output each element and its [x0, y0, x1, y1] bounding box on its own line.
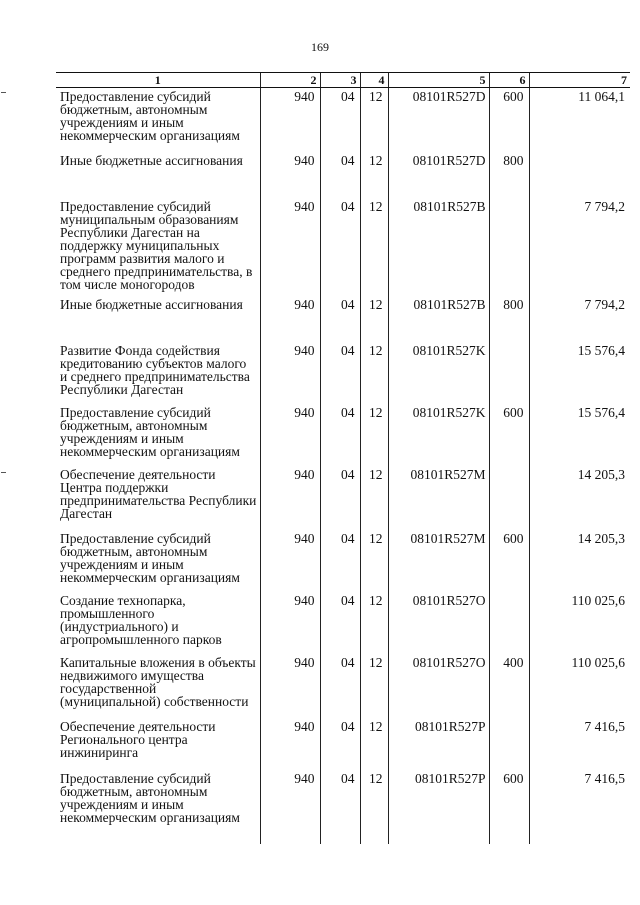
row-name: Иные бюджетные ассигнования	[60, 152, 243, 168]
row-expense-type: 800	[489, 296, 529, 342]
row-amount: 7 416,5	[529, 718, 630, 770]
row-amount: 15 576,4	[529, 404, 630, 466]
row-ved-code: 940	[260, 198, 320, 296]
table-row	[56, 198, 630, 296]
row-expense-type: 600	[489, 88, 529, 152]
row-target-code: 08101R527K	[388, 404, 489, 466]
col-header-4: 4	[360, 73, 388, 88]
row-section-code: 04	[320, 466, 360, 530]
row-amount: 7 794,2	[529, 296, 630, 342]
row-name: Предоставление субсидий бюджетным, автономным учреждениям и иным некоммерческим организациям	[60, 530, 240, 585]
row-section-code: 04	[320, 198, 360, 296]
row-ved-code: 940	[260, 466, 320, 530]
col-header-5: 5	[388, 73, 489, 88]
row-subsection-code: 12	[360, 654, 388, 718]
row-amount: 14 205,3	[529, 466, 630, 530]
row-subsection-code: 12	[360, 88, 388, 152]
row-amount: 11 064,1	[529, 88, 630, 152]
row-name: Предоставление субсидий бюджетным, автономным учреждениям и иным некоммерческим организациям	[60, 404, 240, 459]
table-row	[56, 152, 630, 198]
col-header-7: 7	[529, 73, 630, 88]
row-amount: 7 416,5	[529, 770, 630, 844]
row-target-code: 08101R527D	[388, 152, 489, 198]
margin-tick	[1, 92, 6, 93]
row-name: Обеспечение деятельности Регионального центра инжиниринга	[60, 718, 216, 760]
page-number: 169	[311, 40, 329, 54]
budget-table	[56, 72, 630, 844]
row-subsection-code: 12	[360, 530, 388, 592]
row-subsection-code: 12	[360, 342, 388, 404]
row-section-code: 04	[320, 530, 360, 592]
row-subsection-code: 12	[360, 404, 388, 466]
row-expense-type: 600	[489, 404, 529, 466]
row-amount: 110 025,6	[529, 592, 630, 654]
row-ved-code: 940	[260, 592, 320, 654]
table-row	[56, 718, 630, 770]
row-expense-type	[489, 198, 529, 296]
left-margin	[0, 72, 1, 872]
row-name: Капитальные вложения в объекты недвижимого имущества государственной (муниципальной) собственности	[60, 654, 256, 709]
row-ved-code: 940	[260, 152, 320, 198]
row-subsection-code: 12	[360, 152, 388, 198]
table-row	[56, 466, 630, 530]
row-name: Иные бюджетные ассигнования	[60, 296, 243, 312]
row-target-code: 08101R527O	[388, 654, 489, 718]
table-row	[56, 404, 630, 466]
table-row	[56, 654, 630, 718]
row-amount: 15 576,4	[529, 342, 630, 404]
col-header-6: 6	[489, 73, 529, 88]
row-section-code: 04	[320, 770, 360, 844]
row-target-code: 08101R527B	[388, 296, 489, 342]
row-target-code: 08101R527M	[388, 530, 489, 592]
header-row	[56, 73, 630, 88]
col-header-1: 1	[56, 73, 260, 88]
table-row	[56, 770, 630, 844]
row-subsection-code: 12	[360, 718, 388, 770]
row-section-code: 04	[320, 654, 360, 718]
row-section-code: 04	[320, 296, 360, 342]
row-expense-type	[489, 592, 529, 654]
row-section-code: 04	[320, 88, 360, 152]
row-section-code: 04	[320, 404, 360, 466]
row-target-code: 08101R527O	[388, 592, 489, 654]
row-section-code: 04	[320, 152, 360, 198]
row-expense-type: 600	[489, 770, 529, 844]
row-name: Создание технопарка, промышленного (индустриального) и агропромышленного парков	[60, 592, 222, 647]
col-header-2: 2	[260, 73, 320, 88]
row-expense-type: 400	[489, 654, 529, 718]
row-expense-type: 800	[489, 152, 529, 198]
row-ved-code: 940	[260, 342, 320, 404]
row-name: Предоставление субсидий бюджетным, автономным учреждениям и иным некоммерческим организациям	[60, 89, 240, 143]
row-target-code: 08101R527P	[388, 718, 489, 770]
row-section-code: 04	[320, 342, 360, 404]
row-expense-type	[489, 466, 529, 530]
row-subsection-code: 12	[360, 198, 388, 296]
row-ved-code: 940	[260, 404, 320, 466]
table-row	[56, 88, 630, 152]
row-target-code: 08101R527M	[388, 466, 489, 530]
row-amount	[529, 152, 630, 198]
row-amount: 7 794,2	[529, 198, 630, 296]
row-target-code: 08101R527B	[388, 198, 489, 296]
table-row	[56, 342, 630, 404]
row-target-code: 08101R527K	[388, 342, 489, 404]
row-expense-type: 600	[489, 530, 529, 592]
row-target-code: 08101R527D	[388, 88, 489, 152]
row-name: Развитие Фонда содействия кредитованию субъектов малого и среднего предпринимательства Республики Дагестан	[60, 342, 250, 397]
row-name: Обеспечение деятельности Центра поддержки предпринимательства Республики Дагестан	[60, 466, 257, 521]
row-section-code: 04	[320, 592, 360, 654]
row-subsection-code: 12	[360, 466, 388, 530]
row-subsection-code: 12	[360, 592, 388, 654]
margin-tick	[1, 472, 6, 473]
col-header-3: 3	[320, 73, 360, 88]
row-ved-code: 940	[260, 654, 320, 718]
row-ved-code: 940	[260, 770, 320, 844]
row-subsection-code: 12	[360, 296, 388, 342]
table-row	[56, 530, 630, 592]
row-ved-code: 940	[260, 718, 320, 770]
row-ved-code: 940	[260, 296, 320, 342]
row-name: Предоставление субсидий бюджетным, автономным учреждениям и иным некоммерческим организациям	[60, 770, 240, 825]
row-subsection-code: 12	[360, 770, 388, 844]
row-name: Предоставление субсидий муниципальным образованиям Республики Дагестан на поддержку муниципальных программ развития малого и среднего предпринимательства, в том числе моногородов	[60, 198, 253, 292]
row-ved-code: 940	[260, 88, 320, 152]
row-amount: 14 205,3	[529, 530, 630, 592]
table-row	[56, 296, 630, 342]
row-section-code: 04	[320, 718, 360, 770]
row-ved-code: 940	[260, 530, 320, 592]
row-expense-type	[489, 718, 529, 770]
row-amount: 110 025,6	[529, 654, 630, 718]
table-row	[56, 592, 630, 654]
row-target-code: 08101R527P	[388, 770, 489, 844]
row-expense-type	[489, 342, 529, 404]
